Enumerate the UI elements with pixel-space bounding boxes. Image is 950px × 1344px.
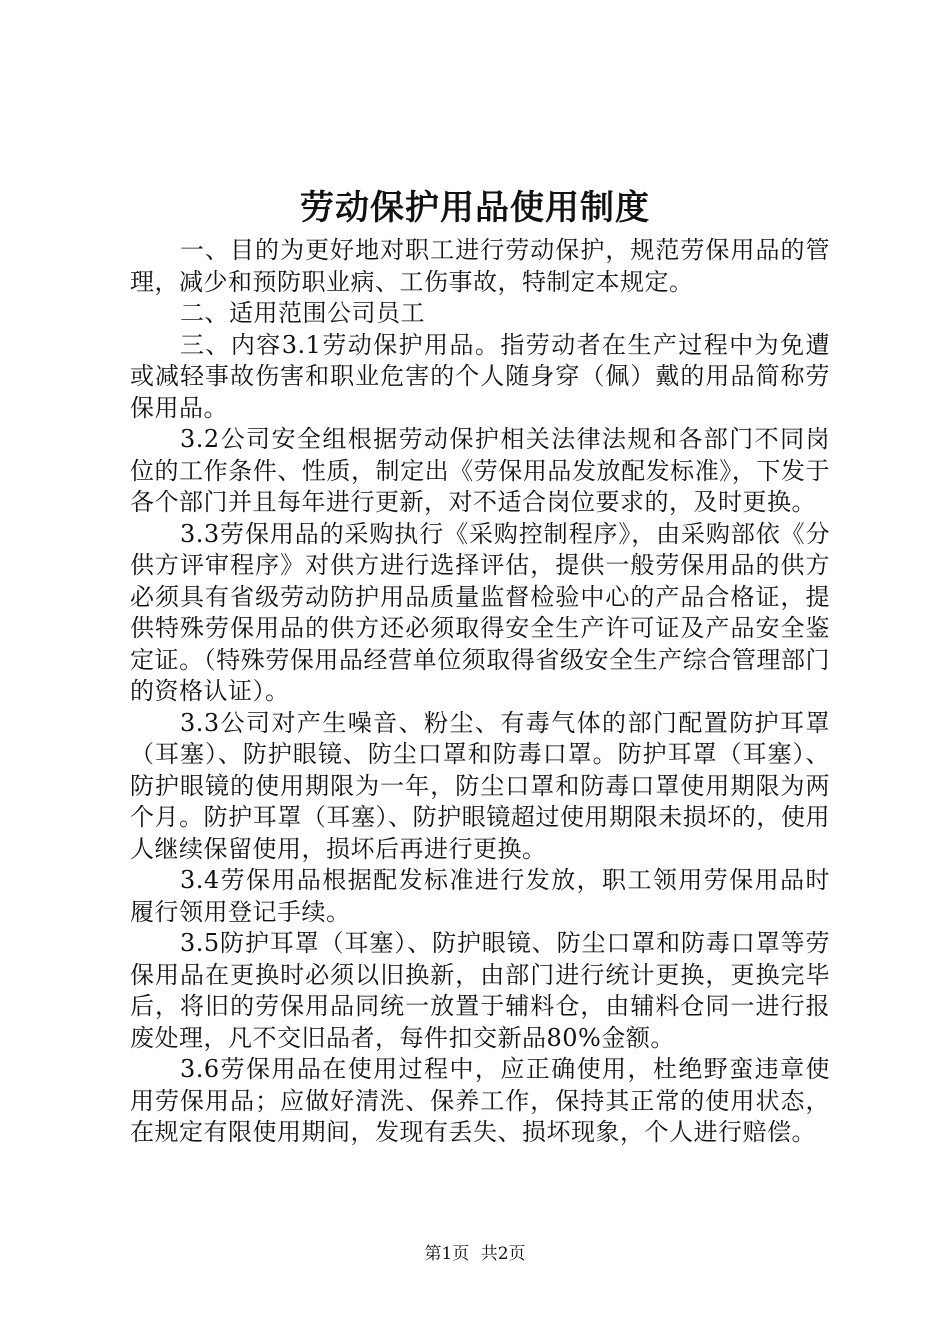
paragraph-3-2: 3.2公司安全组根据劳动保护相关法律法规和各部门不同岗位的工作条件、性质，制定出《劳保用品发放配发标准》，下发于各个部门并且每年进行更新，对不适合岗位要求的，及时更换。 — [130, 425, 830, 516]
paragraph-3-3-procurement: 3.3劳保用品的采购执行《采购控制程序》，由采购部依《分供方评审程序》对供方进行选择评估，提供一般劳保用品的供方必须具有省级劳动防护用品质量监督检验中心的产品合格证，提供特殊劳保用品的供方还必须取得安全生产许可证及产品安全鉴定证。（特殊劳保用品经营单位须取得省级安全生产综合管理部门的资格认证）。 — [130, 519, 830, 705]
page-total: 共2页 — [480, 1244, 526, 1264]
paragraph-scope: 二、适用范围公司员工 — [180, 299, 425, 327]
paragraph-3-4: 3.4劳保用品根据配发标准进行发放，职工领用劳保用品时履行领用登记手续。 — [130, 866, 830, 926]
paragraph-3-3-equipment: 3.3公司对产生噪音、粉尘、有毒气体的部门配置防护耳罩（耳塞）、防护眼镜、防尘口罩和防毒口罩。防护耳罩（耳塞）、防护眼镜的使用期限为一年，防尘口罩和防毒口罩使用期限为两个月。防护耳罩（耳塞）、防护眼镜超过使用期限未损坏的，使用人继续保留使用，损坏后再进行更换。 — [130, 708, 830, 863]
paragraph-content-3-1: 三、内容3.1劳动保护用品。指劳动者在生产过程中为免遭或减轻事故伤害和职业危害的个人随身穿（佩）戴的用品简称劳保用品。 — [130, 330, 830, 422]
page-number: 第1页 — [424, 1244, 470, 1264]
paragraph-purpose: 一、目的为更好地对职工进行劳动保护，规范劳保用品的管理，减少和预防职业病、工伤事故，特制定本规定。 — [130, 236, 830, 296]
paragraph-3-5: 3.5防护耳罩（耳塞）、防护眼镜、防尘口罩和防毒口罩等劳保用品在更换时必须以旧换新，由部门进行统计更换，更换完毕后，将旧的劳保用品同统一放置于辅料仓，由辅料仓同一进行报废处理，凡不交旧品者，每件扣交新品80%金额。 — [130, 929, 830, 1052]
page-footer — [0, 1242, 950, 1266]
document-body — [130, 235, 830, 1149]
paragraph-3-6: 3.6劳保用品在使用过程中，应正确使用，杜绝野蛮违章使用劳保用品；应做好清洗、保养工作，保持其正常的使用状态，在规定有限使用期间，发现有丢失、损坏现象，个人进行赔偿。 — [130, 1055, 830, 1146]
document-title: 劳动保护用品使用制度 — [300, 188, 650, 228]
